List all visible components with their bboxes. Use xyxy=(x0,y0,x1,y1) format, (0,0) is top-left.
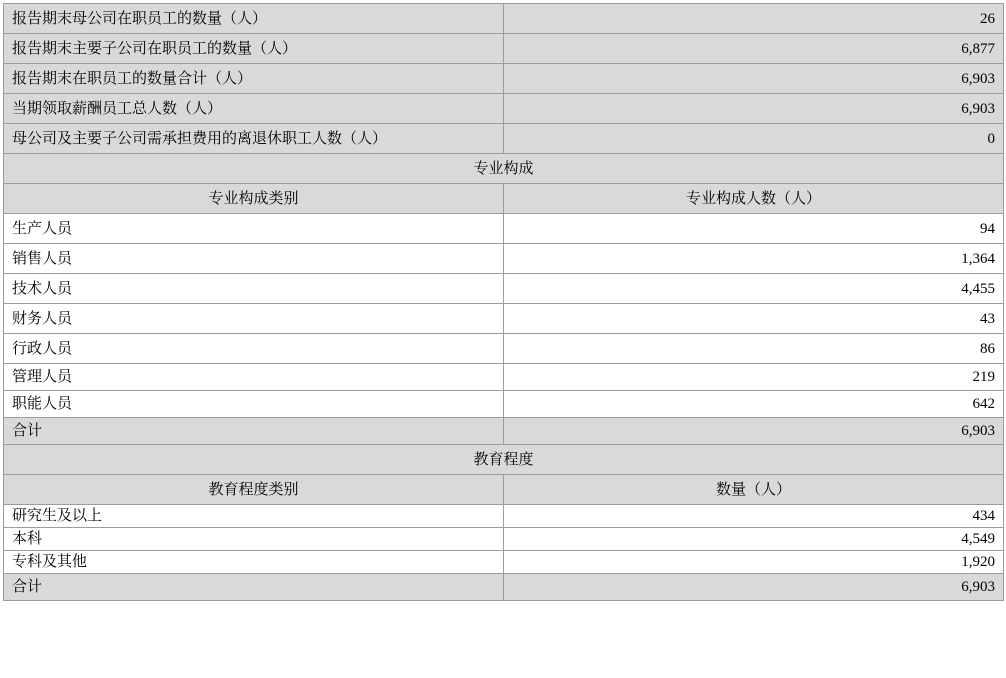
row-value-cell: 4,455 xyxy=(504,274,1004,304)
row-value-cell: 434 xyxy=(504,505,1004,528)
row-label-cell: 专科及其他 xyxy=(4,551,504,574)
row-label-cell: 合计 xyxy=(4,418,504,445)
row-label-cell: 研究生及以上 xyxy=(4,505,504,528)
row-label-cell: 报告期末母公司在职员工的数量（人） xyxy=(4,4,504,34)
column-header-label: 专业构成类别 xyxy=(4,184,504,214)
employee-composition-table xyxy=(3,3,1004,601)
row-value-cell: 6,903 xyxy=(504,64,1004,94)
table-row xyxy=(4,244,1004,274)
table-body xyxy=(4,4,1004,601)
row-label-cell: 合计 xyxy=(4,574,504,601)
row-label-cell: 本科 xyxy=(4,528,504,551)
row-label-cell: 管理人员 xyxy=(4,364,504,391)
row-label-cell: 销售人员 xyxy=(4,244,504,274)
row-label-cell: 财务人员 xyxy=(4,304,504,334)
table-row xyxy=(4,94,1004,124)
row-label-cell: 技术人员 xyxy=(4,274,504,304)
table-row xyxy=(4,528,1004,551)
table-row xyxy=(4,391,1004,418)
row-value-cell: 43 xyxy=(504,304,1004,334)
table-row xyxy=(4,551,1004,574)
table-row xyxy=(4,124,1004,154)
section-header-cell: 专业构成 xyxy=(4,154,1004,184)
table-row xyxy=(4,184,1004,214)
row-label-cell: 生产人员 xyxy=(4,214,504,244)
table-row xyxy=(4,304,1004,334)
row-value-cell: 642 xyxy=(504,391,1004,418)
row-value-cell: 0 xyxy=(504,124,1004,154)
row-label-cell: 母公司及主要子公司需承担费用的离退休职工人数（人） xyxy=(4,124,504,154)
table-row xyxy=(4,4,1004,34)
row-value-cell: 86 xyxy=(504,334,1004,364)
table-row xyxy=(4,64,1004,94)
row-value-cell: 4,549 xyxy=(504,528,1004,551)
table-row xyxy=(4,574,1004,601)
row-label-cell: 报告期末在职员工的数量合计（人） xyxy=(4,64,504,94)
row-value-cell: 26 xyxy=(504,4,1004,34)
table-row xyxy=(4,445,1004,475)
table-row xyxy=(4,34,1004,64)
table-row xyxy=(4,505,1004,528)
column-header-value: 数量（人） xyxy=(504,475,1004,505)
column-header-value: 专业构成人数（人） xyxy=(504,184,1004,214)
row-label-cell: 行政人员 xyxy=(4,334,504,364)
column-header-label: 教育程度类别 xyxy=(4,475,504,505)
row-value-cell: 6,903 xyxy=(504,418,1004,445)
row-label-cell: 当期领取薪酬员工总人数（人） xyxy=(4,94,504,124)
row-value-cell: 6,877 xyxy=(504,34,1004,64)
row-value-cell: 1,920 xyxy=(504,551,1004,574)
row-value-cell: 1,364 xyxy=(504,244,1004,274)
table-row xyxy=(4,418,1004,445)
section-header-cell: 教育程度 xyxy=(4,445,1004,475)
table-row xyxy=(4,334,1004,364)
row-value-cell: 219 xyxy=(504,364,1004,391)
row-value-cell: 6,903 xyxy=(504,94,1004,124)
table-row xyxy=(4,364,1004,391)
row-value-cell: 94 xyxy=(504,214,1004,244)
row-label-cell: 职能人员 xyxy=(4,391,504,418)
table-row xyxy=(4,475,1004,505)
row-value-cell: 6,903 xyxy=(504,574,1004,601)
table-row xyxy=(4,274,1004,304)
table-row xyxy=(4,154,1004,184)
row-label-cell: 报告期末主要子公司在职员工的数量（人） xyxy=(4,34,504,64)
table-row xyxy=(4,214,1004,244)
